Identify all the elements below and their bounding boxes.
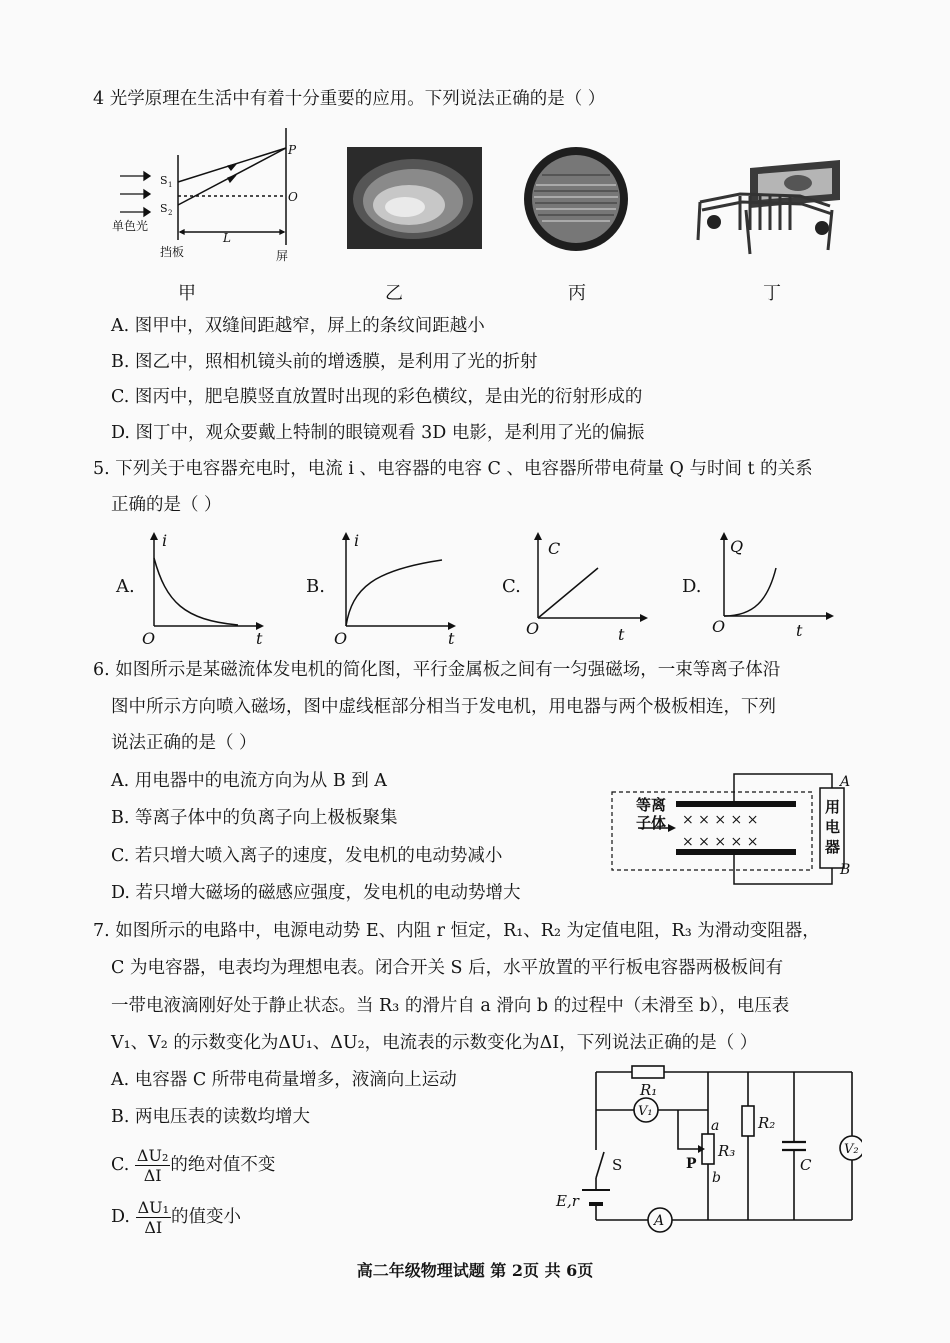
q4-option-a: A. 图甲中，双缝间距越窄，屏上的条纹间距越小 xyxy=(111,316,485,336)
page-footer: 高二年级物理试题 第 2页 共 6页 xyxy=(356,1261,594,1280)
3d-glasses-photo xyxy=(690,150,850,262)
double-slit-figure xyxy=(108,120,308,270)
field-row-2: × × × × × xyxy=(682,834,759,850)
device-char-1: 用 xyxy=(825,798,841,816)
q5-stem-1: 5. 下列关于电容器充电时，电流 i 、电容器的电容 C 、电容器所带电荷量 Q 与时间 t 的关系 xyxy=(93,459,813,479)
mhd-generator-figure xyxy=(606,770,856,890)
caption-bing: 丙 xyxy=(568,283,586,304)
q4-option-d: D. 图丁中，观众要戴上特制的眼镜观看 3D 电影，是利用了光的偏振 xyxy=(111,423,645,443)
q7-option-c: C. $\frac{\text{ΔU₂}}{\Delta I}$ 的绝对值不变 xyxy=(111,1146,276,1185)
plate-label: 挡板 xyxy=(160,245,185,259)
q4-stem: 4 光学原理在生活中有着十分重要的应用。下列说法正确的是（ ） xyxy=(93,89,606,109)
q7-option-a: A. 电容器 C 所带电荷量增多，液滴向上运动 xyxy=(111,1070,457,1090)
svg-text:t: t xyxy=(448,629,455,648)
q7-option-d-fraction: $\frac{\text{ΔU₁}}{\Delta I}$ xyxy=(137,1198,170,1237)
l-label: L xyxy=(223,231,231,245)
screen-label: 屏 xyxy=(276,249,289,263)
q6-stem-2: 图中所示方向喷入磁场，图中虚线框部分相当于发电机，用电器与两个极板相连，下列 xyxy=(111,697,776,717)
q6-stem-3: 说法正确的是（ ） xyxy=(111,733,257,753)
q5-graph-d xyxy=(708,530,848,648)
p-label: P xyxy=(288,143,297,157)
q7-stem-1: 7. 如图所示的电路中，电源电动势 E、内阻 r 恒定，R₁、R₂ 为定值电阻，R₃ 为滑动变阻器， xyxy=(93,921,820,941)
q6-option-d: D. 若只增大磁场的磁感应强度，发电机的电动势增大 xyxy=(111,883,521,903)
ammeter-label: A xyxy=(654,1213,665,1229)
q4-option-b: B. 图乙中，照相机镜头前的增透膜，是利用了光的折射 xyxy=(111,352,538,372)
v2-label: V₂ xyxy=(844,1142,859,1157)
lens-coating-photo xyxy=(347,147,482,249)
svg-text:t: t xyxy=(256,629,263,648)
slider-p-label: P xyxy=(686,1156,697,1172)
svg-text:i: i xyxy=(162,531,168,550)
q5-stem-2: 正确的是（ ） xyxy=(111,495,222,515)
q7-stem-2: C 为电容器，电表均为理想电表。闭合开关 S 后，水平放置的平行板电容器两极板间有 xyxy=(111,958,784,978)
svg-text:2: 2 xyxy=(168,209,173,217)
q7-stem-4: V₁、V₂ 的示数变化为ΔU₁、ΔU₂，电流表的示数变化为ΔI，下列说法正确的是（ ） xyxy=(111,1033,758,1053)
r2-label: R₂ xyxy=(758,1114,776,1132)
svg-text:Q: Q xyxy=(730,537,744,556)
svg-text:t: t xyxy=(618,625,625,644)
svg-text:C: C xyxy=(548,539,561,558)
svg-text:t: t xyxy=(796,621,803,640)
light-label: 单色光 xyxy=(112,219,149,233)
point-a-label: a xyxy=(711,1118,720,1134)
q5-graph-a-letter: A. xyxy=(116,576,135,597)
point-b-label: b xyxy=(712,1170,721,1186)
q7-option-b: B. 两电压表的读数均增大 xyxy=(111,1107,310,1127)
plasma-label-1: 等离 xyxy=(636,796,667,814)
q5-graph-c xyxy=(522,530,662,648)
caption-jia: 甲 xyxy=(178,283,196,304)
v1-label: V₁ xyxy=(638,1104,653,1119)
q5-graph-d-letter: D. xyxy=(682,576,702,597)
svg-text:O: O xyxy=(526,619,540,638)
svg-text:1: 1 xyxy=(168,181,173,189)
q5-graph-a xyxy=(138,530,278,648)
q5-graph-b xyxy=(330,530,470,648)
q6-option-a: A. 用电器中的电流方向为从 B 到 A xyxy=(111,771,387,791)
terminal-a-label: A xyxy=(840,774,851,790)
q6-option-c: C. 若只增大喷入离子的速度，发电机的电动势减小 xyxy=(111,846,503,866)
capacitor-label: C xyxy=(800,1156,812,1174)
svg-text:O: O xyxy=(334,629,348,648)
r1-label: R₁ xyxy=(640,1081,658,1099)
device-char-2: 电 xyxy=(825,818,841,836)
q7-option-d: D. $\frac{\text{ΔU₁}}{\Delta I}$ 的值变小 xyxy=(111,1198,242,1237)
s2-label: S xyxy=(160,202,168,215)
device-char-3: 器 xyxy=(825,838,841,856)
o-label: O xyxy=(288,190,298,204)
q6-stem-1: 6. 如图所示是某磁流体发电机的简化图，平行金属板之间有一匀强磁场，一束等离子体沿 xyxy=(93,660,781,680)
field-row-1: × × × × × xyxy=(682,812,759,828)
svg-text:i: i xyxy=(354,531,360,550)
r1-resistor xyxy=(632,1066,664,1078)
caption-yi: 乙 xyxy=(385,283,403,304)
svg-text:O: O xyxy=(712,617,726,636)
q5-graph-b-letter: B. xyxy=(306,576,325,597)
r3-label: R₃ xyxy=(718,1142,736,1160)
svg-text:O: O xyxy=(142,629,156,648)
caption-ding: 丁 xyxy=(763,283,781,304)
battery-label: E,r xyxy=(556,1192,579,1210)
soap-film-photo xyxy=(522,145,630,253)
q6-option-b: B. 等离子体中的负离子向上极板聚集 xyxy=(111,808,398,828)
terminal-b-label: B xyxy=(840,862,851,878)
q4-option-c: C. 图丙中，肥皂膜竖直放置时出现的彩色横纹，是由光的衍射形成的 xyxy=(111,387,643,407)
circuit-diagram xyxy=(552,1060,862,1235)
s1-label: S xyxy=(160,174,168,187)
plasma-label-2: 子体 xyxy=(636,814,667,832)
q7-option-c-fraction: $\frac{\text{ΔU₂}}{\Delta I}$ xyxy=(136,1146,169,1185)
switch-label: S xyxy=(612,1156,623,1174)
q5-graph-c-letter: C. xyxy=(502,576,521,597)
q7-stem-3: 一带电液滴刚好处于静止状态。当 R₃ 的滑片自 a 滑向 b 的过程中（未滑至 b），电压表 xyxy=(111,996,790,1016)
r2-resistor xyxy=(742,1106,754,1136)
